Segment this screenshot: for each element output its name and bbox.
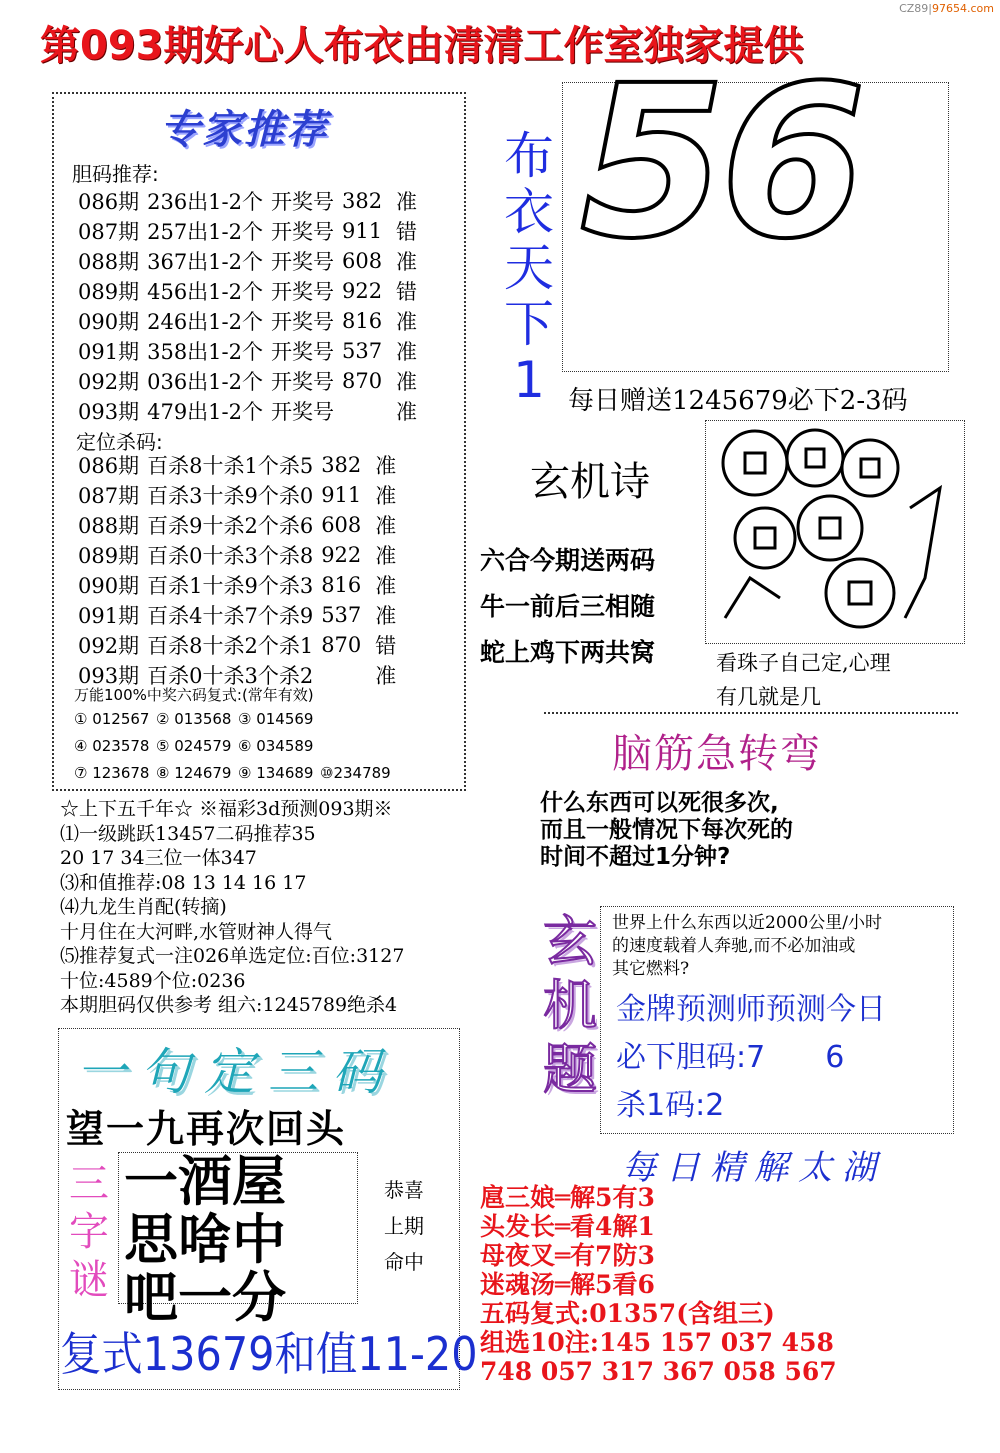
- table-row: [78, 336, 425, 366]
- brain-heading: 脑筋急转弯: [612, 731, 822, 777]
- table-cell: 准: [375, 454, 397, 478]
- table-cell: 091期: [78, 604, 140, 628]
- combo-item: ⑩234789: [320, 764, 391, 782]
- table-cell: 准: [375, 664, 397, 688]
- combo-item: ⑦ 123678: [74, 764, 150, 782]
- table-cell: 百杀1十杀9个杀3: [147, 574, 314, 598]
- table-cell: 089期: [78, 544, 140, 568]
- table-cell: 开奖号: [271, 190, 334, 214]
- xuanji-poem: 六合今期送两码 牛一前后三相随 蛇上鸡下两共窝: [480, 546, 656, 667]
- gold-prediction: 金牌预测师预测今日 必下胆码:7 6 杀1码:2: [616, 992, 886, 1123]
- table-cell: 382: [321, 453, 362, 477]
- table-cell: 百杀8十杀2个杀1: [147, 634, 314, 658]
- table-cell: 错: [375, 634, 397, 658]
- combo-row: [74, 737, 320, 755]
- table-cell: 087期: [78, 484, 140, 508]
- history-line: 十月住在大河畔,水管财神人得气: [60, 920, 333, 943]
- combo-item: ③ 014569: [238, 710, 314, 728]
- table-cell: 092期: [78, 370, 140, 394]
- table-cell: 准: [375, 514, 397, 538]
- table-cell: 准: [396, 340, 417, 364]
- combo-item: ② 013568: [156, 710, 232, 728]
- taihu-heading: 每日精解太湖: [622, 1148, 886, 1188]
- history-line: ⑸推荐复式一注026单选定位:百位:3127: [60, 945, 405, 967]
- table-cell: 870: [321, 633, 362, 657]
- table-cell: 358出1-2个: [147, 340, 263, 364]
- table-cell: 257出1-2个: [147, 220, 263, 244]
- table-row: [78, 510, 404, 540]
- table-cell: 准: [396, 370, 417, 394]
- table-row: [78, 570, 404, 600]
- table-cell: 456出1-2个: [147, 280, 263, 304]
- combo-item: ⑧ 124679: [156, 764, 232, 782]
- table-cell: 准: [375, 544, 397, 568]
- combo-item: ⑥ 034589: [238, 737, 314, 755]
- table-cell: 870: [342, 369, 383, 393]
- table-cell: 382: [342, 189, 383, 213]
- table-cell: 准: [396, 190, 417, 214]
- table-cell: 准: [396, 310, 417, 334]
- beads-note: 看珠子自己定,心理 有几就是几: [716, 651, 891, 709]
- combo-item: ⑤ 024579: [156, 737, 232, 755]
- coins-illustration: [710, 418, 960, 643]
- table-cell: 088期: [78, 514, 140, 538]
- table-cell: 093期: [78, 664, 140, 688]
- three-char-label: 三 字 谜: [69, 1161, 109, 1303]
- table-cell: 开奖号: [271, 370, 334, 394]
- brain-question: 什么东西可以死很多次, 而且一般情况下每次死的 时间不超过1分钟?: [540, 790, 793, 870]
- table-cell: 准: [375, 574, 397, 598]
- history-line: ⑶和值推荐:08 13 14 16 17: [60, 871, 307, 894]
- table-cell: 922: [342, 279, 383, 303]
- table-cell: 开奖号: [271, 280, 334, 304]
- buyi-vertical: 布 衣 天 下 1: [504, 127, 554, 409]
- table-cell: 准: [375, 604, 397, 628]
- table-row: [78, 186, 425, 216]
- table-cell: 087期: [78, 220, 140, 244]
- combo-item: ① 012567: [74, 710, 150, 728]
- table-cell: 百杀3十杀9个杀0: [147, 484, 314, 508]
- table-cell: 537: [342, 339, 383, 363]
- taihu-lines: 扈三娘═解5有3 头发长═看4解1 母夜叉═有7防3 迷魂汤═解5看6 五码复式:01357(含组三) 组选10注:145 157 037 458 748 057 317 367 058 567: [480, 1183, 837, 1386]
- table-cell: 086期: [78, 190, 140, 214]
- table-cell: 准: [396, 250, 417, 274]
- table-cell: 091期: [78, 340, 140, 364]
- table-cell: 911: [321, 483, 362, 507]
- table-row: [78, 276, 425, 306]
- table-cell: 准: [396, 400, 417, 424]
- table-cell: 开奖号: [271, 310, 334, 334]
- combo-row: [74, 764, 402, 782]
- one-sentence-heading: 一句定三码: [76, 1043, 396, 1101]
- table-cell: 086期: [78, 454, 140, 478]
- gift-text: 每日赠送1245679必下2-3码: [568, 386, 908, 416]
- history-line: ☆上下五千年☆ ※福彩3d预测093期※: [60, 798, 393, 820]
- table-cell: 开奖号: [271, 340, 334, 364]
- table-row: [78, 480, 404, 510]
- table-cell: 088期: [78, 250, 140, 274]
- table-row: [78, 246, 425, 276]
- table-cell: 089期: [78, 280, 140, 304]
- table-row: [78, 306, 425, 336]
- table-cell: 922: [321, 543, 362, 567]
- history-line: ⑷九龙生肖配(转摘): [60, 896, 227, 918]
- table-cell: 246出1-2个: [147, 310, 263, 334]
- table-cell: [321, 660, 375, 690]
- table-cell: 错: [396, 220, 417, 244]
- table-cell: 816: [321, 573, 362, 597]
- combo-row: [74, 710, 320, 728]
- combo-item: ④ 023578: [74, 737, 150, 755]
- table-row: [78, 600, 404, 630]
- table-cell: 367出1-2个: [147, 250, 263, 274]
- history-line: 20 17 34三位一体347: [60, 847, 257, 869]
- xuanji-ti-question: 世界上什么东西以近2000公里/小时 的速度载着人奔驰,而不必加油或 其它燃料?: [612, 913, 882, 979]
- table-cell: 准: [375, 484, 397, 508]
- congrats: 恭喜 上期 命中: [384, 1178, 424, 1274]
- one-sentence-text: 望一九再次回头: [66, 1107, 347, 1151]
- page-title: 第093期好心人布衣由清清工作室独家提供: [40, 23, 804, 69]
- xuanji-ti-vertical: 玄 机 题: [543, 910, 597, 1101]
- table-cell: 092期: [78, 634, 140, 658]
- table-cell: 090期: [78, 310, 140, 334]
- combo-item: ⑨ 134689: [238, 764, 314, 782]
- fushi-line: 复式13679和值11-20: [60, 1327, 478, 1381]
- table-cell: 090期: [78, 574, 140, 598]
- table-cell: 816: [342, 309, 383, 333]
- table-row: [78, 630, 404, 660]
- table-cell: 百杀9十杀2个杀6: [147, 514, 314, 538]
- table-row: [78, 216, 425, 246]
- dan-label: 胆码推荐:: [72, 162, 159, 186]
- table-row: [78, 540, 404, 570]
- history-line: 本期胆码仅供参考 组六:1245789绝杀4: [60, 994, 398, 1016]
- kill-table: [78, 450, 404, 690]
- table-row: [78, 396, 425, 426]
- table-cell: 百杀0十杀3个杀8: [147, 544, 314, 568]
- table-cell: 911: [342, 219, 383, 243]
- riddle-lines: 一酒屋 思啥中 吧一分: [124, 1149, 286, 1329]
- table-cell: 093期: [78, 400, 140, 424]
- combo-label: 万能100%中奖六码复式:(常年有效): [74, 686, 314, 704]
- history-section: [60, 797, 404, 1018]
- big-number: 56: [580, 40, 861, 285]
- history-line: 十位:4589个位:0236: [60, 969, 246, 992]
- watermark: CZ89|97654.com: [899, 2, 994, 15]
- table-cell: 开奖号: [271, 220, 334, 244]
- table-cell: 608: [321, 513, 362, 537]
- dan-table: [78, 186, 425, 426]
- table-cell: [342, 396, 396, 426]
- kill-label: 定位杀码:: [76, 430, 163, 454]
- table-cell: 开奖号: [271, 250, 334, 274]
- table-cell: 479出1-2个: [147, 400, 263, 424]
- table-cell: 百杀0十杀3个杀2: [147, 664, 314, 688]
- table-row: [78, 450, 404, 480]
- history-line: ⑴一级跳跃13457二码推荐35: [60, 822, 316, 845]
- table-cell: 错: [396, 280, 417, 304]
- expert-heading: 专家推荐: [160, 107, 328, 153]
- table-cell: 236出1-2个: [147, 190, 263, 214]
- table-cell: 537: [321, 603, 362, 627]
- table-cell: 百杀4十杀7个杀9: [147, 604, 314, 628]
- table-row: [78, 366, 425, 396]
- table-cell: 开奖号: [271, 400, 334, 424]
- table-cell: 608: [342, 249, 383, 273]
- table-cell: 036出1-2个: [147, 370, 263, 394]
- table-cell: 百杀8十杀1个杀5: [147, 454, 314, 478]
- xuanji-poem-heading: 玄机诗: [530, 459, 650, 505]
